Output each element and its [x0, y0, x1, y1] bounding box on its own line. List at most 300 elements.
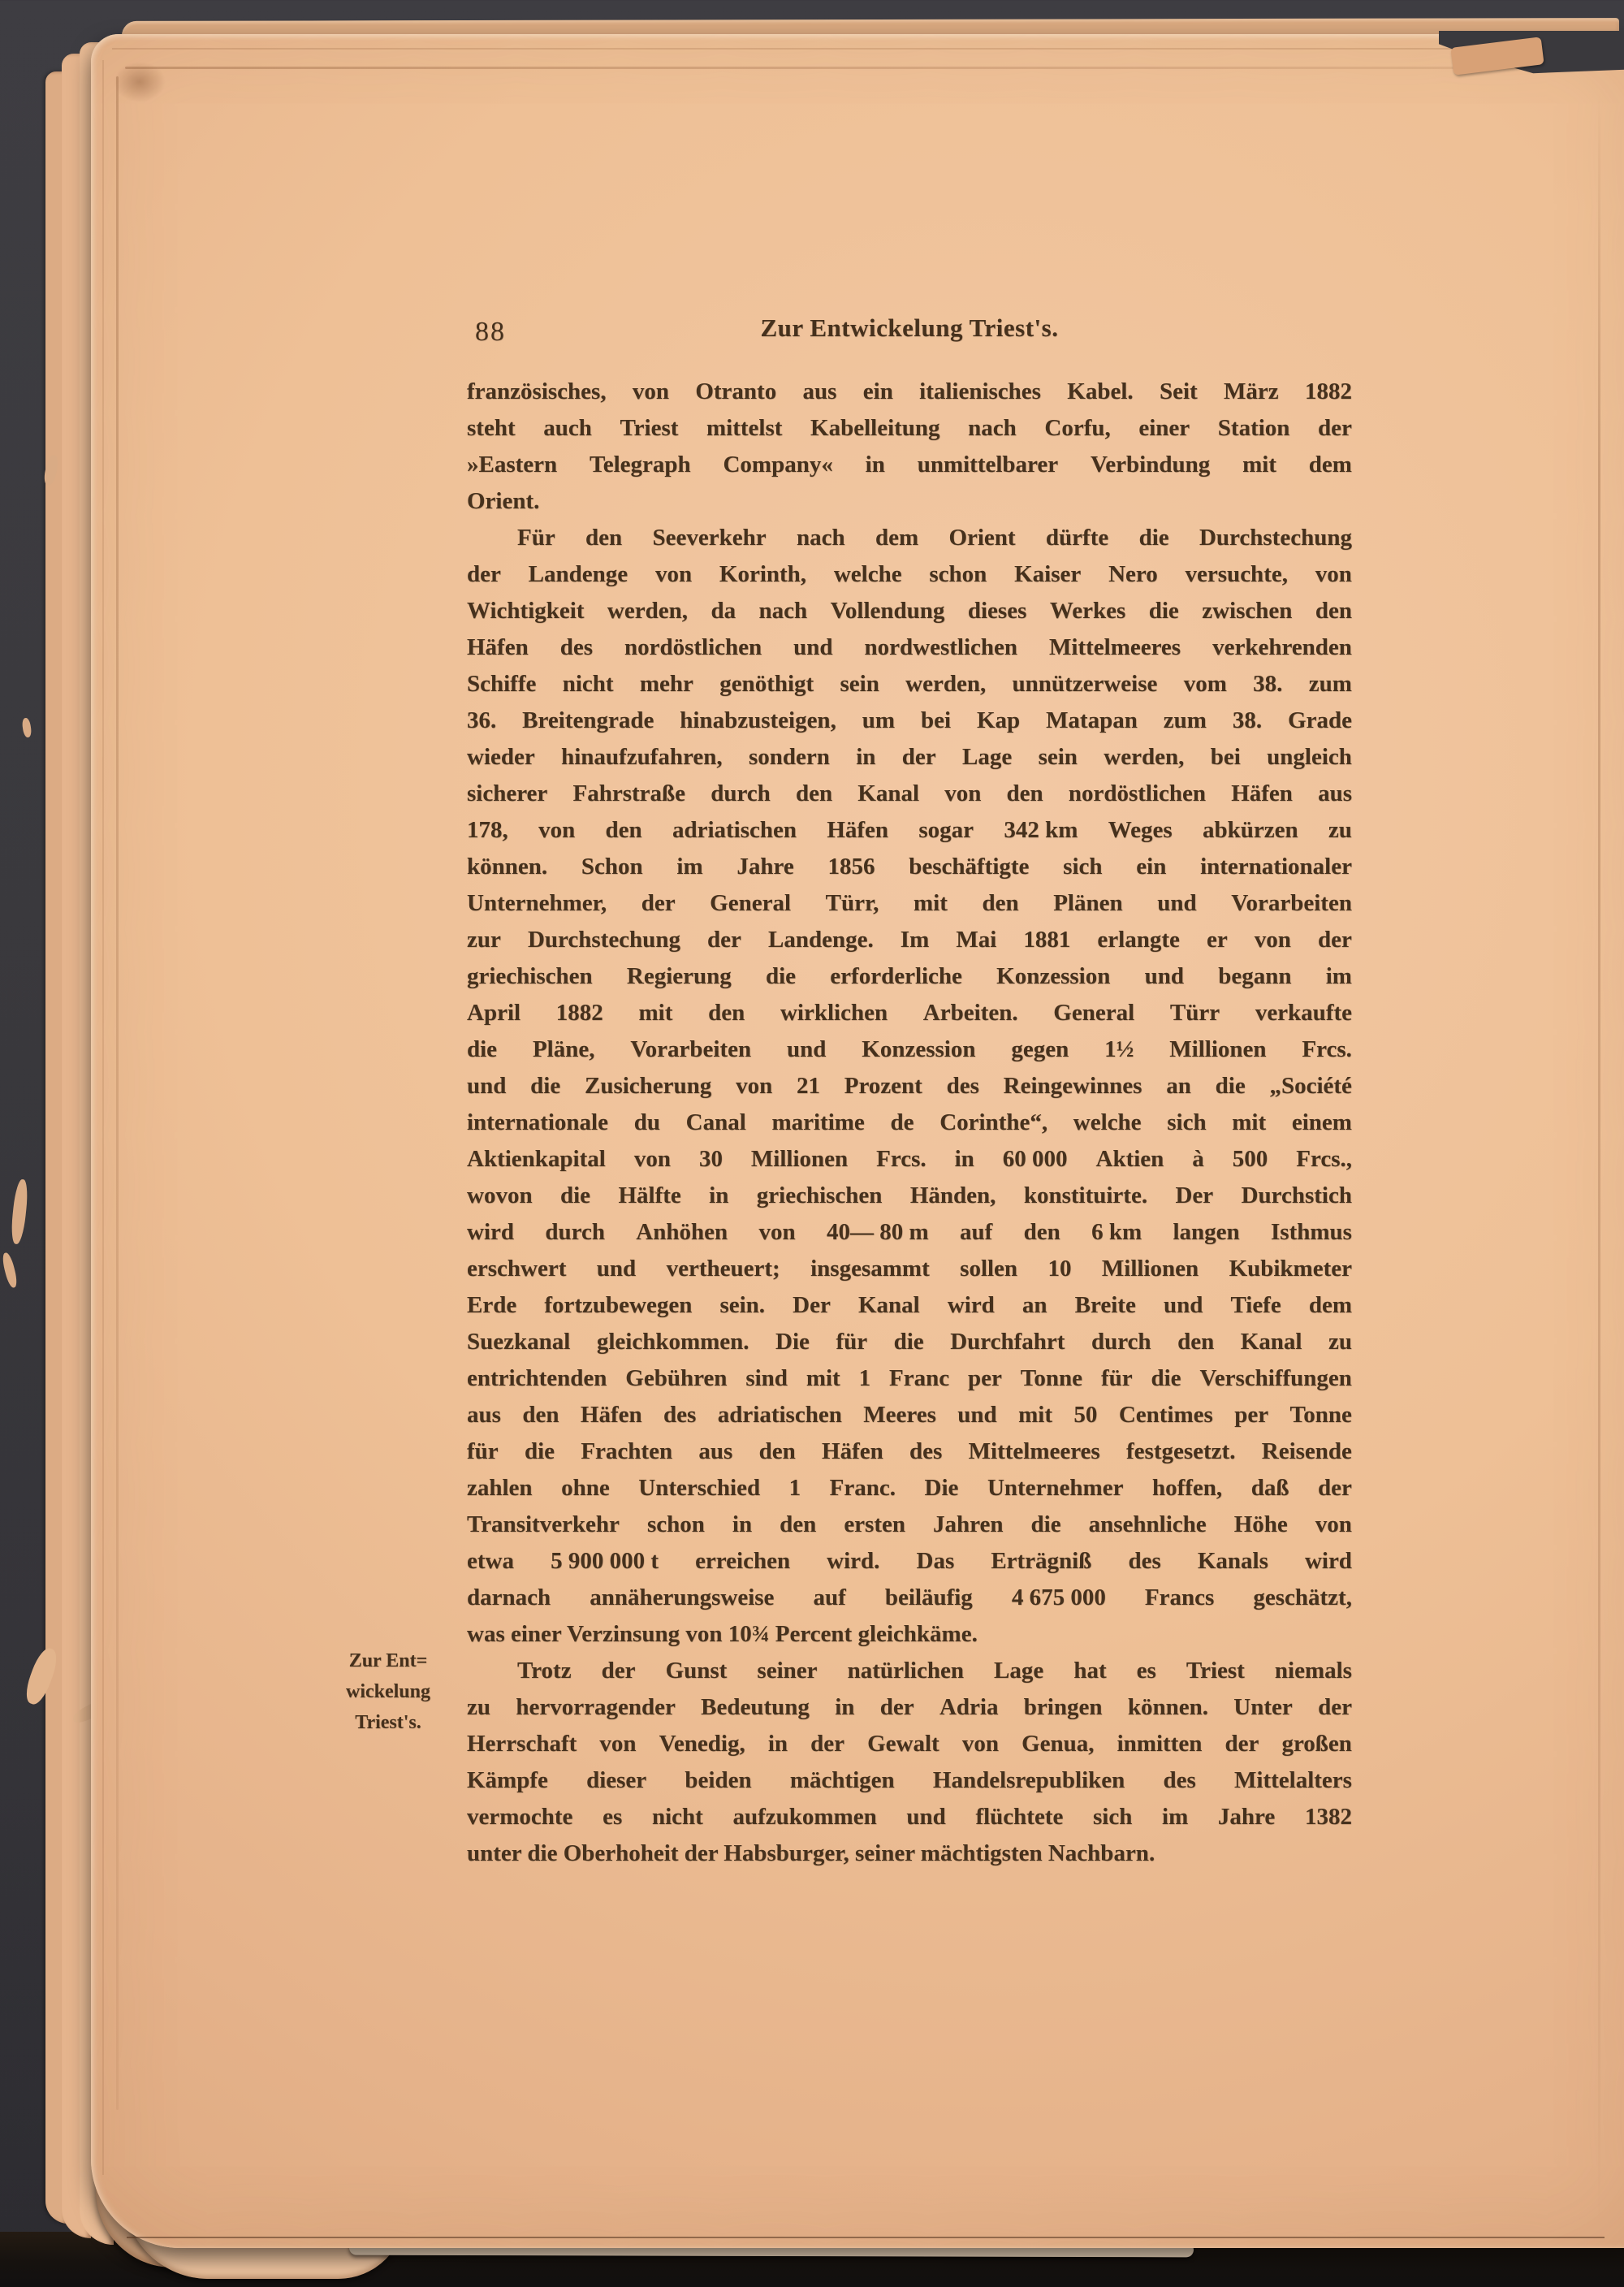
word: aus — [1318, 780, 1352, 806]
word: Gunst — [665, 1658, 728, 1684]
word: Unternehmer, — [467, 890, 607, 916]
margin-note — [318, 1645, 458, 1738]
word: Mittelmeeres — [968, 1438, 1100, 1464]
word: geschätzt, — [1253, 1584, 1352, 1610]
word: erlangte — [1097, 927, 1180, 953]
word: des — [663, 1402, 697, 1428]
word: die — [559, 1182, 591, 1208]
word: Otranto — [695, 378, 777, 404]
word: einem — [1291, 1109, 1352, 1135]
word: mehr — [639, 671, 693, 697]
text-line — [467, 849, 1352, 885]
word: entrichtenden — [467, 1365, 607, 1391]
page-number: 88 — [475, 317, 506, 347]
book-page — [91, 34, 1624, 2248]
word: Lage — [994, 1658, 1044, 1684]
word: Meeres — [863, 1402, 936, 1428]
word: dem — [1308, 1292, 1352, 1318]
word: Der — [793, 1292, 831, 1318]
word: 1882 — [1304, 378, 1352, 404]
word: Werkes — [1049, 598, 1126, 624]
word: der — [879, 1694, 914, 1720]
word: dieses — [967, 598, 1027, 624]
word: schon — [929, 561, 987, 587]
word: in — [709, 1182, 729, 1208]
word: die — [1151, 1365, 1181, 1391]
word: begann — [1218, 963, 1292, 989]
text-line — [467, 1689, 1352, 1726]
word: sich — [1167, 1109, 1207, 1135]
word: den — [1315, 598, 1352, 624]
word: da — [710, 598, 736, 624]
word: die — [1030, 1511, 1061, 1537]
word: auf — [813, 1584, 846, 1610]
word: Mittelalters — [1234, 1767, 1352, 1793]
word: den — [1023, 1219, 1060, 1245]
word: auch — [543, 415, 592, 441]
word: es — [603, 1804, 623, 1830]
word: Millionen — [750, 1146, 849, 1172]
word: die — [1215, 1073, 1246, 1099]
text-line — [467, 739, 1352, 776]
text-line — [467, 374, 1352, 410]
text-line — [467, 1068, 1352, 1105]
word: hat — [1073, 1658, 1107, 1684]
word: nach — [968, 415, 1017, 441]
text-line: unter die Oberhoheit der Habsburger, seiner mächtigsten Nachbarn. — [467, 1840, 1155, 1866]
word: Grade — [1288, 707, 1352, 733]
word: Orient — [948, 525, 1016, 551]
text-line — [467, 666, 1352, 703]
word: internationaler — [1200, 854, 1352, 880]
word: von — [944, 780, 982, 806]
word: du — [633, 1109, 660, 1135]
word: und — [957, 1402, 997, 1428]
word: niemals — [1274, 1658, 1352, 1684]
word: Verschiffungen — [1199, 1365, 1352, 1391]
text-line — [467, 1324, 1352, 1360]
word: großen — [1281, 1731, 1352, 1757]
word: 21 — [796, 1073, 820, 1099]
word: 4 675 000 — [1011, 1584, 1106, 1610]
word: die — [530, 1073, 561, 1099]
text-line — [467, 593, 1352, 629]
word: versuchte, — [1185, 561, 1288, 587]
word: bringen — [1023, 1694, 1103, 1720]
word: gegen — [1011, 1036, 1069, 1062]
word: mittelst — [706, 415, 783, 441]
emboss-ridge — [112, 48, 1613, 50]
word: 178, — [467, 817, 508, 843]
word: sicherer — [467, 780, 548, 806]
word: erforderliche — [830, 963, 962, 989]
word: der — [641, 890, 676, 916]
margin-note-line: Triest's. — [355, 1712, 421, 1733]
word: hervorragender — [516, 1694, 676, 1720]
word: ein — [1136, 854, 1167, 880]
word: Landenge. — [767, 927, 874, 953]
word: es — [1136, 1658, 1156, 1684]
word: sein — [1038, 744, 1078, 770]
word: gleichkommen. — [596, 1329, 749, 1355]
word: darnach — [467, 1584, 551, 1610]
word: Station — [1217, 415, 1290, 441]
text-line — [467, 1470, 1352, 1507]
word: Das — [916, 1548, 955, 1574]
running-title: Zur Entwickelung Triest's. — [760, 313, 1059, 342]
text-line — [467, 1287, 1352, 1324]
word: genöthigt — [719, 671, 814, 697]
word: den — [780, 1511, 817, 1537]
word: der — [1318, 927, 1352, 953]
word: Telegraph — [590, 452, 691, 478]
word: Suezkanal — [467, 1329, 571, 1355]
word: und — [1163, 1292, 1203, 1318]
word: de — [890, 1109, 914, 1135]
word: 5 900 000 t — [551, 1548, 659, 1574]
word: sein — [840, 671, 879, 697]
text-line — [467, 1178, 1352, 1214]
text-line: was einer Verzinsung von 10¾ Percent gleichkäme. — [467, 1621, 978, 1647]
word: Weges — [1108, 817, 1173, 843]
word: erreichen — [695, 1548, 791, 1574]
word: Schiffe — [467, 671, 537, 697]
word: zum — [1163, 707, 1207, 733]
word: beiden — [685, 1767, 752, 1793]
word: Franc — [888, 1365, 950, 1391]
text-line — [467, 1031, 1352, 1068]
word: mit — [1242, 452, 1276, 478]
word: des — [1128, 1548, 1161, 1574]
word: Seeverkehr — [652, 525, 767, 551]
word: Frcs. — [1302, 1036, 1352, 1062]
word: Türr, — [825, 890, 879, 916]
text-line — [467, 812, 1352, 849]
text-line — [467, 520, 1352, 556]
word: italienisches — [919, 378, 1041, 404]
word: den — [758, 1438, 796, 1464]
word: Francs — [1144, 1584, 1215, 1610]
word: der — [1318, 1694, 1352, 1720]
word: Durchfahrt — [950, 1329, 1065, 1355]
word: Plänen — [1053, 890, 1123, 916]
word: 38. — [1253, 671, 1283, 697]
word: von — [599, 1731, 637, 1757]
word: für — [836, 1329, 868, 1355]
emboss-ridge — [125, 67, 1583, 69]
word: maritime — [771, 1109, 865, 1135]
word: den — [1006, 780, 1043, 806]
word: wird — [467, 1219, 514, 1245]
word: April — [467, 1000, 521, 1026]
word: die — [467, 1036, 498, 1062]
word: im — [1325, 963, 1352, 989]
margin-note-line: Zur Ent= — [348, 1650, 428, 1671]
word: Prozent — [844, 1073, 922, 1099]
word: Erträgniß — [991, 1548, 1092, 1574]
word: des — [909, 1438, 943, 1464]
word: vermochte — [467, 1804, 573, 1830]
word: Vorarbeiten — [1231, 890, 1352, 916]
word: Unterschied — [638, 1475, 761, 1501]
word: 6 km — [1091, 1219, 1142, 1245]
word: daß — [1250, 1475, 1289, 1501]
word: Jahre — [1217, 1804, 1276, 1830]
word: Aktien — [1095, 1146, 1164, 1172]
word: zur — [467, 927, 501, 953]
word: erschwert — [467, 1256, 567, 1282]
word: Kabelleitung — [810, 415, 940, 441]
word: dem — [1308, 452, 1352, 478]
text-line — [467, 1653, 1352, 1689]
word: durch — [710, 780, 771, 806]
word: der — [467, 561, 501, 587]
text-line — [467, 1799, 1352, 1835]
word: Häfen — [467, 634, 529, 660]
emboss-ridge — [116, 76, 119, 2110]
word: beschäftigte — [909, 854, 1030, 880]
crease-line — [1598, 91, 1600, 2232]
word: konstituirte. — [1023, 1182, 1148, 1208]
text-line — [467, 1397, 1352, 1433]
text-line — [467, 1726, 1352, 1762]
word: einer — [1138, 415, 1190, 441]
word: Hälfte — [618, 1182, 681, 1208]
word: Reisende — [1261, 1438, 1352, 1464]
word: in — [732, 1511, 753, 1537]
word: adriatischen — [672, 817, 797, 843]
word: Türr — [1169, 1000, 1220, 1026]
word: vertheuert; — [666, 1256, 780, 1282]
word: Bedeutung — [701, 1694, 810, 1720]
word: wovon — [467, 1182, 533, 1208]
word: von — [632, 378, 670, 404]
word: dürfte — [1045, 525, 1109, 551]
word: Kanals — [1197, 1548, 1268, 1574]
word: Vollendung — [830, 598, 945, 624]
word: Korinth, — [719, 561, 807, 587]
word: griechischen — [756, 1182, 883, 1208]
word: mit — [914, 890, 948, 916]
word: werden, — [607, 598, 688, 624]
word: Für — [517, 525, 555, 551]
word: Lage — [962, 744, 1013, 770]
word: können. — [467, 854, 548, 880]
text-line — [467, 629, 1352, 666]
word: sein. — [719, 1292, 766, 1318]
text-line — [467, 1507, 1352, 1543]
word: französisches, — [467, 378, 607, 404]
word: Durchstechung — [1199, 525, 1352, 551]
text-line — [467, 1580, 1352, 1616]
word: Durchstich — [1241, 1182, 1352, 1208]
word: aus — [802, 378, 837, 404]
word: werden, — [1104, 744, 1185, 770]
word: der — [1318, 415, 1352, 441]
word: bei — [920, 707, 952, 733]
word: Kabel. — [1067, 378, 1134, 404]
word: festgesetzt. — [1126, 1438, 1236, 1464]
word: inmitten — [1116, 1731, 1203, 1757]
word: Venedig, — [659, 1731, 745, 1757]
word: annäherungsweise — [590, 1584, 775, 1610]
word: der — [810, 1731, 845, 1757]
word: Mai — [956, 927, 997, 953]
word: des — [1163, 1767, 1196, 1793]
word: Tonne — [1020, 1365, 1083, 1391]
word: 1882 — [555, 1000, 603, 1026]
word: in — [767, 1731, 788, 1757]
word: und — [1144, 963, 1184, 989]
text-line — [467, 1433, 1352, 1470]
word: Vorarbeiten — [630, 1036, 752, 1062]
word: von — [1315, 561, 1352, 587]
text-line — [467, 1543, 1352, 1580]
word: Breitengrade — [522, 707, 654, 733]
word: Tiefe — [1230, 1292, 1281, 1318]
text-line — [467, 922, 1352, 958]
word: beiläufig — [884, 1584, 973, 1610]
word: der — [1318, 1475, 1352, 1501]
word: fortzubewegen — [544, 1292, 693, 1318]
word: mächtigen — [789, 1767, 895, 1793]
word: sich — [1093, 1804, 1133, 1830]
word: mit — [806, 1365, 840, 1391]
word: März — [1224, 378, 1279, 404]
word: ungleich — [1267, 744, 1352, 770]
word: griechischen — [467, 963, 593, 989]
word: 342 km — [1004, 817, 1078, 843]
word: „Société — [1269, 1073, 1352, 1099]
word: den — [795, 780, 833, 806]
word: 1382 — [1304, 1804, 1352, 1830]
text-line — [467, 1214, 1352, 1251]
word: 10 — [1047, 1256, 1072, 1282]
word: dieser — [586, 1767, 647, 1793]
word: Pläne, — [532, 1036, 595, 1062]
text-line — [467, 995, 1352, 1031]
word: Genua, — [1021, 1731, 1095, 1757]
word: von — [961, 1731, 999, 1757]
word: durch — [545, 1219, 605, 1245]
word: sich — [1063, 854, 1103, 880]
word: nordwestlichen — [864, 634, 1018, 660]
word: Jahren — [933, 1511, 1004, 1537]
word: Kanal — [857, 780, 920, 806]
word: von — [1315, 1511, 1352, 1537]
word: Herrschaft — [467, 1731, 577, 1757]
word: nordöstlichen — [624, 634, 762, 660]
word: und — [906, 1804, 946, 1830]
word: Die — [924, 1475, 959, 1501]
word: Zusicherung — [584, 1073, 712, 1099]
emboss-ridge — [102, 60, 104, 2175]
word: Seit — [1159, 378, 1198, 404]
word: Trotz — [517, 1658, 572, 1684]
word: an — [1166, 1073, 1191, 1099]
word: natürlichen — [847, 1658, 964, 1684]
word: Triest — [1186, 1658, 1245, 1684]
word: sollen — [960, 1256, 1018, 1282]
text-line — [467, 703, 1352, 739]
word: für — [1100, 1365, 1133, 1391]
word: werden, — [905, 671, 987, 697]
word: nach — [796, 525, 845, 551]
word: den — [585, 525, 623, 551]
text-line — [467, 885, 1352, 922]
word: den — [982, 890, 1019, 916]
word: Frcs., — [1296, 1146, 1352, 1172]
word: die — [766, 963, 797, 989]
word: zwischen — [1202, 598, 1293, 624]
margin-note-line: wickelung — [345, 1681, 430, 1702]
word: durch — [1091, 1329, 1151, 1355]
crease-line — [127, 2237, 1605, 2238]
word: Kämpfe — [467, 1767, 548, 1793]
word: Aktienkapital — [467, 1146, 606, 1172]
text-line — [467, 447, 1352, 483]
word: 500 — [1232, 1146, 1268, 1172]
word: Triest — [620, 415, 679, 441]
word: 38. — [1232, 707, 1263, 733]
word: Nero — [1108, 561, 1158, 587]
word: unnützerweise — [1012, 671, 1158, 697]
word: Verbindung — [1090, 452, 1211, 478]
word: flüchtete — [975, 1804, 1064, 1830]
word: ersten — [844, 1511, 905, 1537]
word: Corfu, — [1044, 415, 1111, 441]
word: Unter — [1233, 1694, 1293, 1720]
word: etwa — [467, 1548, 514, 1574]
word: Arbeiten. — [922, 1000, 1018, 1026]
word: hinabzusteigen, — [680, 707, 836, 733]
word: hinaufzufahren, — [561, 744, 723, 770]
word: Millionen — [1101, 1256, 1199, 1282]
word: von — [1254, 927, 1291, 953]
word: von — [758, 1219, 796, 1245]
word: der — [901, 744, 936, 770]
word: Frachten — [581, 1438, 673, 1464]
word: Händen, — [909, 1182, 996, 1208]
word: wird — [947, 1292, 995, 1318]
word: insgesammt — [810, 1256, 930, 1282]
text-line — [467, 1105, 1352, 1141]
word: die — [1148, 598, 1179, 624]
word: 36. — [467, 707, 497, 733]
word: die — [524, 1438, 555, 1464]
word: der — [1224, 1731, 1259, 1757]
word: aus — [698, 1438, 733, 1464]
word: 1881 — [1023, 927, 1071, 953]
word: nordöstlichen — [1068, 780, 1207, 806]
word: an — [1021, 1292, 1047, 1318]
word: Fahrstraße — [572, 780, 686, 806]
word: welche — [1073, 1109, 1142, 1135]
word: und — [1157, 890, 1197, 916]
word: in — [835, 1694, 855, 1720]
word: Häfen — [827, 817, 889, 843]
text-line — [467, 410, 1352, 447]
word: zahlen — [467, 1475, 533, 1501]
word: 30 — [698, 1146, 723, 1172]
word: wird. — [827, 1548, 880, 1574]
word: den — [522, 1402, 559, 1428]
word: Kanal — [1240, 1329, 1302, 1355]
word: General — [710, 890, 792, 916]
word: er — [1206, 927, 1228, 953]
corner-dent — [114, 62, 166, 102]
word: wird — [1304, 1548, 1352, 1574]
